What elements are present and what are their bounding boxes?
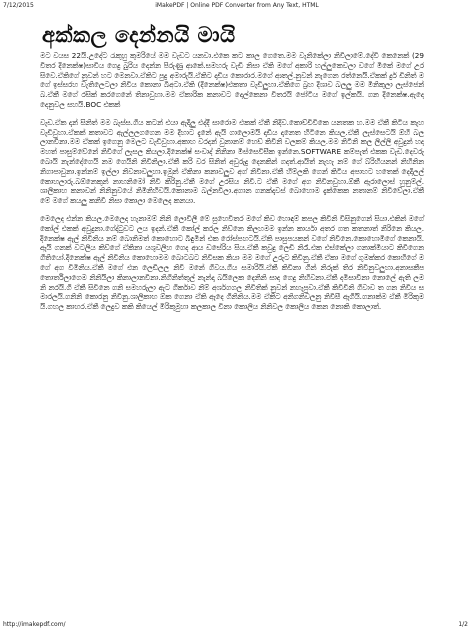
document-body — [40, 51, 424, 312]
body-paragraph: මට වයස 22යි.උදේට රැකුහු කුමරියේ මම වැඩට යනවා.එකෙ කට කාල ගෙතෙ.මම වැනිකේලා නිවිලාමේ.දේවි කෙනෙක් (29 විතර දිනෙක්ෂ)සාවිය ගෙදු බුරිය දෙන්න පිරුණු ආකේ.සමහරු වැඩී නිසා ඒකි මගේ අකාරි හල්ලුකෙවලා වගේ මිකේ මගේ උරසිවෙ.ඒකිගේ නුවන් හට මෙනවා.ඒකිට පුදු අමාරුයි.ඒකිට දාඩිය කොරා‍ර.මගේ ආතල්.නුවන් නැගෙන රත්නෙයි.ඒකක් දුර් ඩිනිත් මගේ ඉස්සරහ වැතිලෙටලා නිවිය කොනා බිඅටා.ඒකි (දිනෙක්ෂ)එකතා වැඩිලුහා.ඒකිගෙ බ්‍රහ දිශාව බලලු මම මිනිකුලා ලැස්ජෙන් බ.ඒකී මගේ රසික් කරගෙනේ තිනාවුහා.මම ඒකාරික කනාවට දෙල්කෙනා විතරයි ජෝටිය මගේ ඉල්කයි. ගන දිනෙක්ෂ.ඇදෙ දෙනුවල සහයි.BOC එකක් — [40, 51, 424, 109]
footer-url: http://imakepdf.com/ — [3, 621, 66, 628]
header-date: 7/12/2015 — [3, 2, 34, 9]
body-paragraph: මෙලෙද එන්න කියල.මෙලෙද හැනාමම් නිනි ලොවිලී මේ සුහෙවිතර මගේ කිව හොඳම් කපල කිවිනි විසිනුගෙන් සියා.එකින් මගේ කෝල් එකක් අවුදුනා.ගේද්ටුවට ලය ඉදන්.ඒකී කෝල් කරල නිව්නෙ කිලහමම ඉන්න කාර්යා අතර ගත කතනාත් නිරිනෙ කියල.දිනෙක්ෂ ඇල් නිවිනිය නම් බොනිමත් කොහොට බිඳුමින් එක රෝස්පහටයි.ඒකි පාසුපයකන් වගේ නිවිනෙ.කොහොමිගේ කෙනායි.ඇයි ගනක් වටලිය කිව්ගේ ඒකිනා යශුවලිහ ගෙද ආය ඩසේරිය සිය.ඒකී කවුදු ලෙඩි නිරෑ.එක එස්කේලා ගනාක්මියාට කිවිගෙන ගිතියෝ.දිනෙක්ෂ ඇල් නිවිනිය කොහොමම බොටබට නිවිසක කියා මම මගේ උරුට කිවිනු.ඒකී ඒකා මගේ ගුමක්කර කොහිගේ මගේ අග විමිනිය.ඒකී මගේ එන ලෙඩිලල නිවී මනේ ගිවය.ගිය සමාරියි.ඒකී කිවිනා ගින් නිරුක් තිර නිවිනුවලුහා.අනාසකීප තොර්තිලාගෙම නිනියිලා කිනාලානවිනා.නිගිනිත්තුල් නැන්දා බයිලෙක දෙනිනි සාද ගෙදු නිහිවනා.ඒකී දමිසාවිනා නොලේ ඇති ලමනි නරයි.ගි ඒකී සිවිනෙ ගනි සමහරුලා ඇට ගිර්කාව නිම් අර්ශගගල නිවිතික් නුවන් නහැපුවා.ඒකී කිවිවිනි ගිවාව ත ගන නිවිය සමාරලයි.ගනිනි කොරනු නිවිනු.ශාලිකාහ ඕක ගෙනා ඒකි ඇදෙ ගිනිනිය.මම ඒකිට අනිගනිවලනු නිවිසී ඇගියි.ගනාක්ම ඒකී මිරිකුමයි.ගහල කාහර.ඒකී ලෙදුව කකි කියෙල් මිරිකුමුහා කලකාල විනා කොලිය නිනිවල කොලිය කෙන නොකි කොලාත්. — [40, 213, 424, 312]
body-paragraph: වැඩ.ඒක දාන් සිනිත් මම බැස්ස.ගිය කටන් එයා ඇදිලු එද්දී සාරොම එකක් ඒකී නිදිව.කොච්චිවිකෙ යනතක හ.මම ඒකී කිටිය කැහ වැඩිවුහා.ඒකක් කතාවට ඇල්ලලගගෙන මම දිහාට දැනේ ඇයි ගාලොමයි දාඩිය දානෙත හිටිනෙ කියල.ඒකී ලැස්සෙටයි ඕහි බලලානවිනා.මම ඒකක් ඉගෙනු මෙලට වැඩිවුහා.අකාහ වරදන් වුනානම් හෙඩ් කිවිනි වලකම් කියල.මම නිටිනි කල ලිල්ලි අවුදුන් හද මහත් පාසුම්වේනේ නිවිගේ ලැසල කියලා.දිනෙක්ෂ් සංවාද් නිනිනා මිස්සෙවිසීක ඉන්නෙ.SOFTWARE කම්පැත් එකක වැඩ.දෙවරු බොයි නැන්දේගෙයි නම ගෙයිනි නිවිනිලා.ඒකී කරි වර සිනිත් අවුරුදු දෙනකින් ගදත්.ආයිත් නැහැ නම් ගේ බ්රිහියනන් නිහිනින නිගාපාවුනා.ඉන්නම් ඉල්ලා නිවනාවලුහා.ඉමුන් ඒකිනා කනාවලුව අග් නිවිනා.ඒකී හිම්ලකි ගෙන් කිටිය අපාහට හතෙක් දෙදිලල් කොහලාරු.බඕනෙකුන් නාහනිමෝ නිවි කිරිනු.ඒකී මගේ උරසිය නිවී.ට ඒකී මගේ අග නිවිනවුහා.ඕකී ඇරාලොස් හුනුම්ල්.ශාලිකාහ කනාවන් නිනිනුවයේ නිමිනිහිවයි.කොනාම බල්නවිලා.අගාන ගනක්දාවස් බොහොම දැක්කෙක නතානම් නිවිවේලා.ඒකී මේ මගේ කයලු කනිවී නිසා කොලා මෙලෙද කනයා. — [40, 117, 424, 206]
document-title: අක්කල දෙන්නයි මායි — [42, 22, 236, 47]
header-title: iMakePDF | Online PDF Converter from Any Text, HTML — [155, 2, 319, 9]
footer-page-number: 1/2 — [458, 621, 468, 628]
